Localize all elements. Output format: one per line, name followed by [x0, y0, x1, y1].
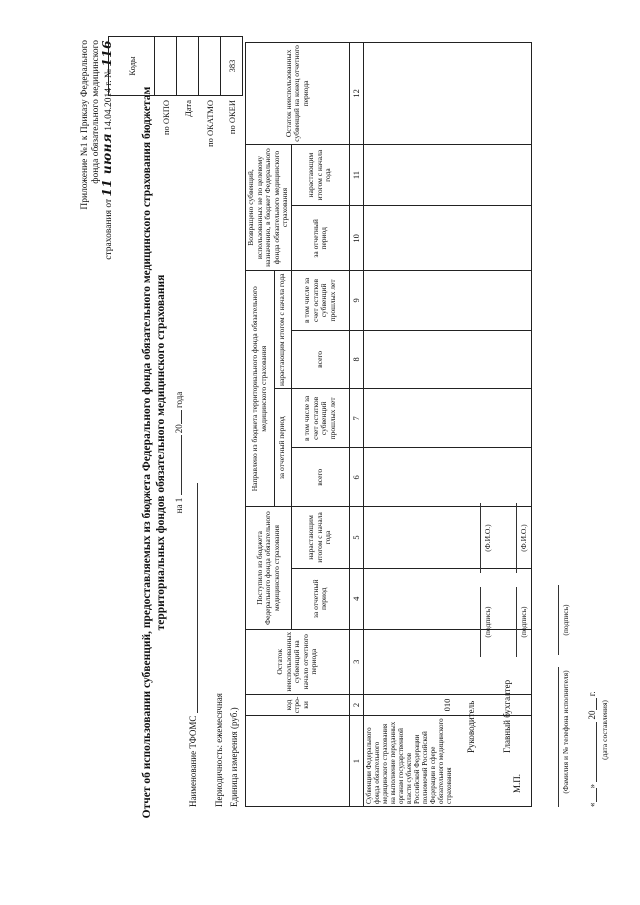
row-cell[interactable] — [363, 43, 531, 145]
head-label: Руководитель — [466, 700, 476, 753]
col-header-directed-cum-incl: в том числе за счет остатков субвенций прошлых лет — [291, 271, 349, 330]
row-cell[interactable] — [363, 330, 531, 389]
row-cell[interactable] — [363, 448, 531, 507]
col-header-returned-cumulative: нарастающим итогом с начала года — [291, 144, 349, 206]
unit-label: Единица измерения (руб.) — [229, 707, 239, 807]
codes-label: по ОКПО — [160, 100, 171, 136]
appendix-line-2: фонда обязательного медицинского — [91, 40, 101, 184]
executor-signature-line[interactable] — [548, 585, 559, 655]
periodicity-label: Периодичность: ежемесячная — [214, 693, 224, 807]
row-name: Субвенции Федерального фонда обязательного медицинского страхования на выполнение переданных органам государственной власти субъектов Российской Федерации полномочий Российской Федерации в сфере обязательного медицинского страхования — [363, 716, 531, 807]
column-number: 10 — [349, 206, 363, 271]
column-number: 1 — [349, 716, 363, 807]
date-year-prefix: 20 — [587, 710, 597, 720]
row-cell[interactable] — [363, 206, 531, 271]
period-prefix: на 1 — [174, 497, 184, 514]
date-quote-open: « — [587, 802, 597, 807]
appendix-date-prefix: страхования от — [104, 198, 114, 260]
stamp-place: М.П. — [512, 773, 522, 793]
codes-header: Коды — [109, 37, 155, 96]
subvention-report-table — [245, 42, 532, 807]
codes-table — [108, 36, 243, 180]
column-number: 2 — [349, 694, 363, 716]
column-number: 5 — [349, 507, 363, 569]
period-year-blank — [172, 410, 182, 424]
column-number: 6 — [349, 448, 363, 507]
col-header-directed-period-incl: в том числе за счет остатков субвенций прошлых лет — [291, 389, 349, 448]
column-number: 8 — [349, 330, 363, 389]
head-signature-caption: (подпись) — [483, 606, 492, 638]
date-year-suffix: г. — [587, 691, 597, 697]
executor-caption: (Фамилия и № телефона исполнителя) — [561, 670, 570, 794]
accountant-signature-line[interactable] — [506, 587, 517, 657]
handwritten-number: 116 — [100, 40, 114, 67]
column-number: 3 — [349, 629, 363, 694]
col-header-received-cumulative: нарастающим итогом с начала года — [291, 507, 349, 569]
date-quote-close: » — [587, 784, 597, 789]
col-header-directed-period-total: всего — [291, 448, 349, 507]
report-title-line-2: территориальных фондов обязательного медицинского страхования — [155, 274, 167, 631]
executor-line[interactable] — [548, 667, 559, 807]
accountant-fio-line[interactable] — [506, 503, 517, 573]
date-month-line[interactable] — [586, 722, 597, 782]
codes-value — [177, 37, 199, 96]
period-year-prefix: 20 — [174, 424, 184, 434]
row-cell[interactable] — [363, 389, 531, 448]
col-header-balance-start: Остаток неиспользованных субвенций на начало отчетного периода — [246, 629, 350, 694]
column-number: 11 — [349, 144, 363, 206]
head-fio-caption: (Ф.И.О.) — [483, 524, 492, 552]
row-cell[interactable] — [363, 144, 531, 206]
tfoms-name-field — [188, 483, 198, 807]
compilation-date — [586, 691, 597, 807]
executor-signature-caption: (подпись) — [561, 604, 570, 636]
col-header-received-period: за отчетный период — [291, 568, 349, 629]
codes-value — [199, 37, 221, 96]
row-code: 010 — [363, 694, 531, 716]
head-signature-line[interactable] — [470, 587, 481, 657]
col-header-directed-cum-total: всего — [291, 330, 349, 389]
codes-label: по ОКЕИ — [226, 100, 237, 135]
report-title-line-1: Отчет об использовании субвенций, предоставляемых из бюджета Федерального фонда обязательного медицинского страхования бюджетам — [141, 86, 153, 819]
codes-value: 383 — [221, 37, 243, 96]
tfoms-name-label: Наименование ТФОМС — [188, 715, 198, 807]
appendix-line-1: Приложение №1 к Приказу Федерального — [80, 40, 90, 210]
codes-label: по ОКАТМО — [204, 100, 215, 147]
handwritten-date: 11 июня — [100, 133, 114, 197]
col-header-name — [246, 716, 350, 807]
col-header-directed: Направлено из бюджета территориального фонда обязательного медицинского страхования — [246, 271, 275, 507]
row-cell[interactable] — [363, 271, 531, 330]
col-header-directed-period: за отчетный период — [274, 389, 291, 507]
codes-label: Дата — [182, 100, 193, 117]
date-day-line[interactable] — [586, 789, 597, 803]
period-suffix: года — [174, 391, 184, 408]
accountant-fio-caption: (Ф.И.О.) — [519, 524, 528, 552]
col-header-returned-period: за отчетный период — [291, 206, 349, 271]
appendix-date: 14.04.2014 г. № — [104, 68, 114, 131]
column-number: 12 — [349, 43, 363, 145]
period-day-blank — [172, 436, 182, 496]
date-caption: (дата составления) — [600, 700, 609, 760]
column-number: 7 — [349, 389, 363, 448]
column-numbers-row — [349, 43, 363, 807]
col-header-balance-end: Остаток неиспользованных субвенций на конец отчетного периода — [246, 43, 350, 145]
head-signature — [466, 701, 476, 753]
column-number: 9 — [349, 271, 363, 330]
col-header-returned: Возвращено субвенций, использованных не по целевому назначению, в бюджет Федерального фонда обязательного медицинского страхования — [246, 144, 292, 271]
chief-accountant-label: Главный бухгалтер — [502, 679, 512, 753]
col-header-received: Поступило из бюджета Федерального фонда обязательного медицинского страхования — [246, 507, 292, 630]
col-header-code: код стро-ки — [246, 694, 350, 716]
codes-value — [155, 37, 177, 96]
date-year-line[interactable] — [586, 699, 597, 711]
column-number: 4 — [349, 568, 363, 629]
col-header-directed-cumulative: нарастающим итогом с начала года — [274, 271, 291, 389]
accountant-signature-caption: (подпись) — [519, 606, 528, 638]
tfoms-name-line — [188, 483, 198, 713]
head-fio-line[interactable] — [470, 503, 481, 573]
